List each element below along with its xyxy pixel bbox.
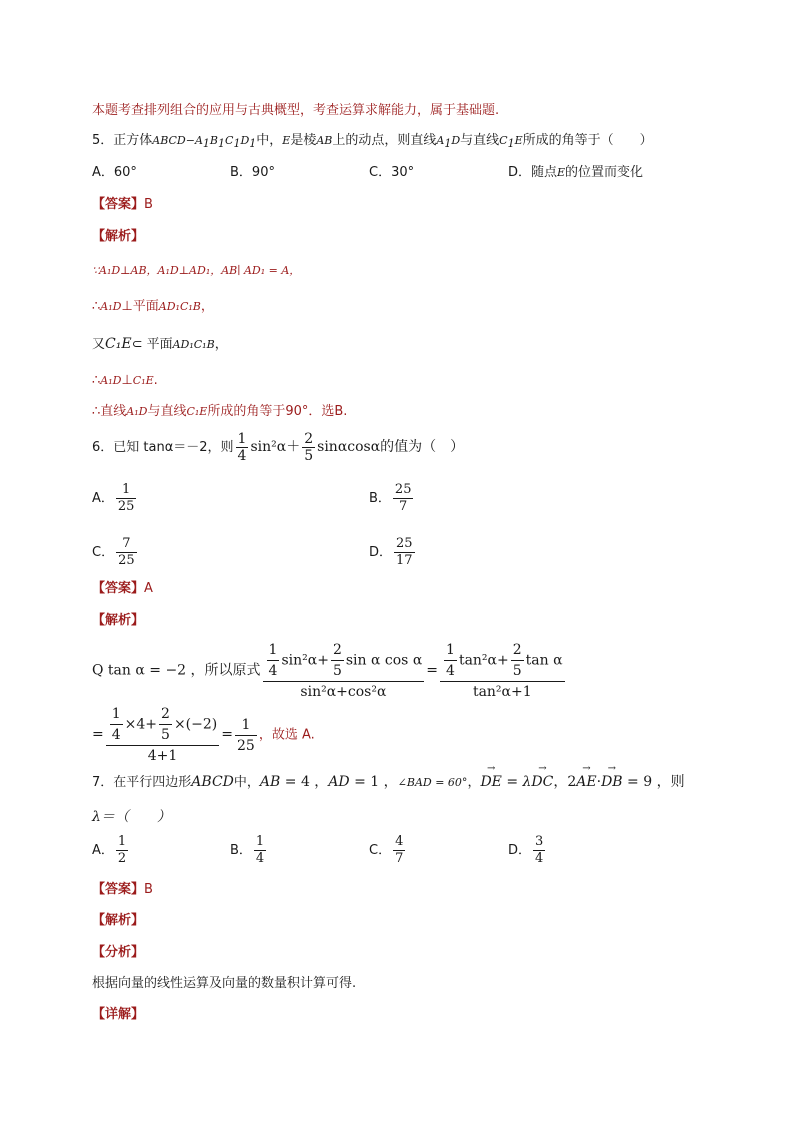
q6-option-d: D． $\frac{25}{17}$: [369, 536, 413, 568]
q7-answer: 【答案】B: [92, 882, 153, 897]
question-5-stem: 5．正方体$ABCD-A_1B_1C_1D_1$中，E是棱AB上的动点，则直线$A_1D$与直线$C_1E$所成的角等于（ ）: [92, 133, 653, 150]
q6-option-b: B． $\frac{25}{7}$: [369, 482, 412, 514]
q7-fenxi-label: 【分析】: [92, 945, 145, 960]
q7-analysis-label: 【解析】: [92, 913, 145, 928]
q5-solution-step-4: ∴A₁D⊥C₁E.: [92, 373, 158, 388]
q5-option-d: D．随点E的位置而变化: [508, 165, 644, 180]
q7-option-b: B． $\frac{1}{4}$: [230, 834, 265, 866]
q7-lambda-blank: λ＝（ ）: [92, 809, 171, 825]
q5-option-c: C．30°: [369, 165, 415, 180]
question-7-stem: 7．在平行四边形ABCD中，AB = 4 ，AD = 1 ，∠BAD = 60°，→ DE = λ→ DC，2→ AE·→ DB = 9 ，则: [92, 773, 685, 792]
q7-option-d: D． $\frac{3}{4}$: [508, 834, 544, 866]
q5-solution-step-1: ∵A₁D⊥AB，A₁D⊥AD₁，AB∣ AD₁ = A，: [92, 264, 301, 277]
q5-analysis-label: 【解析】: [92, 229, 145, 244]
q6-answer: 【答案】A: [92, 581, 153, 596]
q7-fenxi-text: 根据向量的线性运算及向量的数量积计算可得.: [92, 976, 357, 991]
q6-solution-line-1: Q tan α = −2 ，所以原式 $\frac{1}{4}$ sin²α+ $\frac{2}{5}$ sin α cos α sin²α+cos²α = $\frac{1}{4}$ tan²α+ $\frac{2}{5}$ tan α tan²α+1: [92, 642, 563, 700]
q7-option-c: C． $\frac{4}{7}$: [369, 834, 404, 866]
q5-option-a: A．60°: [92, 165, 137, 180]
q6-option-a: A． $\frac{1}{25}$: [92, 482, 135, 514]
q6-analysis-label: 【解析】: [92, 613, 145, 628]
q7-xiangjie-label: 【详解】: [92, 1007, 145, 1022]
intro-text: 本题考查排列组合的应用与古典概型，考查运算求解能力，属于基础题.: [92, 103, 500, 118]
q6-option-c: C． $\frac{7}{25}$: [92, 536, 135, 568]
q5-answer: 【答案】B: [92, 197, 153, 212]
q7-option-a: A． $\frac{1}{2}$: [92, 834, 127, 866]
q5-option-b: B．90°: [230, 165, 275, 180]
q5-solution-step-2: ∴A₁D⊥平面AD₁C₁B，: [92, 299, 214, 314]
question-6-stem: 6．已知 tanα＝－2，则 $\frac{1}{4}$ sin²α＋ $\frac{2}{5}$ sinαcosα的值为（ ）: [92, 431, 465, 464]
q5-solution-conclusion: ∴直线A₁D与直线C₁E所成的角等于90°．选B.: [92, 404, 348, 419]
q6-solution-line-2: = $\frac{1}{4}$ ×4+ $\frac{2}{5}$ ×(−2) 4+1 = $\frac{1}{25}$ ，故选 A.: [92, 706, 315, 764]
q5-solution-step-3: 又C₁E⊂ 平面AD₁C₁B，: [92, 336, 228, 352]
